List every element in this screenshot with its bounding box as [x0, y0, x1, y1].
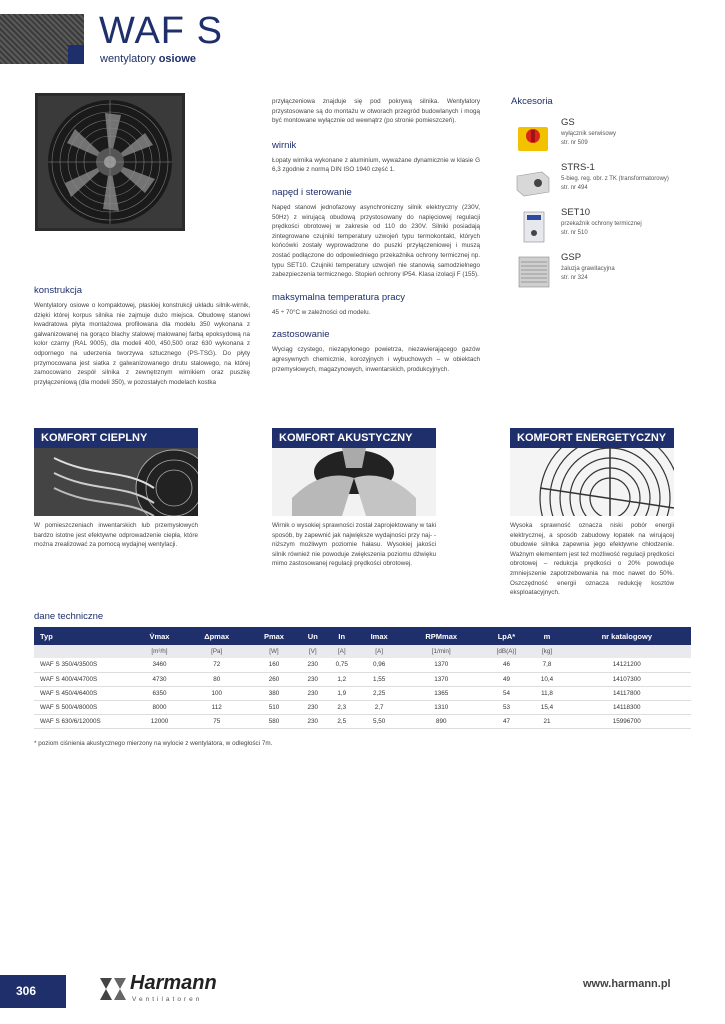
akcesoria-heading: Akcesoria [511, 96, 553, 107]
table-header: In [338, 631, 346, 641]
table-footnote: * poziom ciśnienia akustycznego mierzony na wylocie z wentylatora, w odległości 7m. [34, 740, 273, 747]
relay-icon [514, 211, 552, 243]
page-title: WAF S [99, 10, 223, 52]
switch-icon [514, 121, 552, 153]
page-subtitle: wentylatory osiowe [100, 53, 196, 65]
accessory-item[interactable]: SET10 przekaźnik ochrony termicznej str. nr 510 [511, 207, 691, 252]
table-row: WAF S 500/4/8000S 8000 112 510 230 2,3 2,7 1310 53 15,4 14118300 [34, 700, 691, 714]
table-row: WAF S 400/4/4700S 4730 80 260 230 1,2 1,55 1370 49 10,4 14107300 [34, 672, 691, 686]
table-header: Δpmax [204, 631, 230, 641]
accessory-item[interactable]: GS wyłącznik serwisowy str. nr 509 [511, 117, 691, 162]
page-number: 306 [0, 975, 66, 1008]
komfort-cieplny-panel: KOMFORT CIEPLNY W pomieszczeniach inwentarskich lub przemysłowych bardzo istotne jest efektywne odprowadzenie ciepła, które można zrealizować za pomocą wydajnej wentylacji. [34, 428, 198, 550]
komfort-akustyczny-panel: KOMFORT AKUSTYCZNY Wirnik o wysokiej sprawności został zaprojektowany w taki sposób, by zapewnić jak największe wydajności przy naj- -niższym możliwym poziomie hałasu. Wysokiej jakości silnik również nie powoduje zwiększenia poziomu dźwięku mimo zastosowanej regulacji prędkości obrotowej. [272, 428, 436, 569]
komfort-energetyczny-text: Wysoka sprawność oznacza niski pobór energii elektrycznej, a sposób zabudowy łopatek na wirującej obudowie silnika zapewnia jego efektywne chłodzenie. Ważnym elementem jest też możliwość regulacji prędkości obrotowej – redukcja prędkości o 20% powoduje zmniejszenie zapotrzebowania na moc nawet do 50%. Oszczędność energii oznacza redukcję kosztów eksploatacyjnych. [510, 522, 674, 597]
konstrukcja-section [34, 285, 250, 387]
table-header: Typ [40, 631, 53, 641]
temperature-text: 45 ÷ 70°C w zależności od modelu. [272, 308, 371, 316]
temperature-heading: maksymalna temperatura pracy [272, 291, 406, 303]
table-header: m [543, 631, 551, 641]
louver-icon [514, 256, 552, 288]
konstrukcja-text: Wentylatory osiowe o kompaktowej, płaskiej konstrukcji układu silnik-wirnik, dzięki której korpus silnika nie zajmuje dużo miejsca. Obudowę stanowi kwadratowa płyta montażowa profilowana dla modelu 350 wykonana z galwanizowanej na gorąco blachy stalowej malowanej farbą epoksydową na kolor czarny (RAL 9005), dla modeli 400, 450,500 oraz 630 wykonana z odpornego na uderzenia tworzywa sztucznego (PS-TSG). Do płyty przymocowana jest siatka z galwanizowanego drutu stalowego, na której zamocowano zespół silnika z zewnętrznym wirnikiem oraz puszkę przyłączeniową (dla modeli 350), w pozostałych modelach kostka [34, 302, 250, 386]
description-column [272, 97, 480, 374]
harmann-logo-icon [98, 974, 128, 1004]
accessory-item[interactable]: GSP żaluzja grawitacyjna str. nr 324 [511, 252, 691, 297]
fan-product-photo [35, 93, 185, 231]
komfort-akustyczny-text: Wirnik o wysokiej sprawności został zaprojektowany w taki sposób, by zapewnić jak największe wydajności przy naj- -niższym możliwym poziomie hałasu. Wysokiej jakości silnik również nie powoduje zwiększenia poziomu dźwięku mimo zastosowanej regulacji prędkości obrotowej. [272, 522, 436, 568]
table-header: LpA* [497, 631, 516, 641]
tech-data-heading: dane techniczne [34, 611, 104, 622]
website-link[interactable]: www.harmann.pl [583, 978, 671, 990]
akcesoria-section [511, 96, 691, 297]
naped-text: Napęd stanowi jednofazowy asynchroniczny silnik elektryczny (230V, 50Hz) z wirującą obudową przystosowany do napięciowej regulacji prędkości obrotowej w zakresie od 110 do 230V. Silniki posiadają zintegrowane czujniki temperatury uzwojeń typu termokontakt, których końcówki zostały wyprowadzone do puszki przyłączeniowej i muszą zostać podłączone do odpowiedniego przekaźnika ochrony termicznej np. typu SET10. Czujniki temperatury uzwojeń nie stanowią samodzielnego zabezpieczenia termicznego. Stopień ochrony IP54. Klasa izolacji F (155). [272, 203, 480, 279]
table-row: WAF S 630/6/12000S 12000 75 580 230 2,5 5,50 890 47 21 15996700 [34, 714, 691, 728]
zastosowanie-heading: zastosowanie [272, 329, 330, 341]
komfort-energetyczny-panel: KOMFORT ENERGETYCZNY Wysoka sprawność oznacza niski pobór energii elektrycznej, a sposób zabudowy łopatek na wirującej obudowie silnika zapewnia jego efektywne chłodzenie. Ważnym elementem jest też możliwość regulacji prędkości obrotowej – redukcja prędkości o 20% powoduje zmniejszenie zapotrzebowania na moc nawet do 50%. Oszczędność energii oznacza redukcję kosztów eksploatacyjnych. [510, 428, 674, 598]
intro-text: przyłączeniowa znajduje się pod pokrywą silnika. Wentylatory przystosowane są do montażu w otworach przegród budowlanych i mogą być montowane wyłącznie od wewnątrz (po stronie pomieszczeń). [272, 98, 480, 125]
komfort-cieplny-text: W pomieszczeniach inwentarskich lub przemysłowych bardzo istotne jest efektywne odprowadzenie ciepła, które można zrealizować za pomocą wydajnej wentylacji. [34, 522, 198, 549]
table-header: Imax [370, 631, 388, 641]
table-header: Pmax [263, 631, 284, 641]
table-row: WAF S 350/4/3500S 3460 72 160 230 0,75 0,96 1370 46 7,8 14121200 [34, 658, 691, 672]
table-header: Un [307, 631, 318, 641]
accessory-item[interactable]: STRS-1 5-bieg. reg. obr. z TK (transformatorowy) str. nr 494 [511, 162, 691, 207]
table-header: nr katalogowy [601, 631, 653, 641]
wirnik-text: Łopaty wirnika wykonane z aluminium, wyważane dynamicznie w klasie G 6,3 zgodnie z normą DIN ISO 1940 część 1. [272, 156, 480, 174]
table-header: V̇max [149, 631, 170, 641]
tech-data-table: Typ V̇max Δpmax Pmax Un In Imax RPMmax LpA* m nr katalogowy [m³/h] [Pa] [W] [V] [A] [A] [1/min] [dB(A)] [kg] WAF S 350/4/3500S 3460 72 160 230 0,75 0,96 1370 46 7,8 14121200 WAF S 400/4/4700S 4730 80 260 230 1,2 1,55 1370 49 10,4 14107300 WAF S 450/4/6400S 6350 100 380 230 1,9 2,25 1365 54 11,8 14117800 WAF S 500/4/8000S 8000 112 510 230 2,3 2,7 1310 53 15,4 14118300 WAF S 630/6/12000S 12000 75 580 230 2,5 5,50 890 47 21 15996700 [34, 627, 691, 729]
konstrukcja-heading: konstrukcja [34, 285, 83, 296]
header-accent-square [68, 45, 84, 64]
regulator-icon [514, 166, 552, 198]
zastosowanie-text: Wyciąg czystego, niezapylonego powietrza, niezawierającego gazów agresywnych chemicznie, korozyjnych i wybuchowych – w obiektach przemysłowych, magazynowych, inwentarskich, produkcyjnych. [272, 346, 480, 373]
naped-heading: napęd i sterowanie [272, 186, 352, 198]
table-row: WAF S 450/4/6400S 6350 100 380 230 1,9 2,25 1365 54 11,8 14117800 [34, 686, 691, 700]
table-header: RPMmax [425, 631, 458, 641]
wirnik-heading: wirnik [272, 139, 297, 151]
harmann-logo[interactable]: Harmann Ventilatoren [98, 972, 228, 1008]
